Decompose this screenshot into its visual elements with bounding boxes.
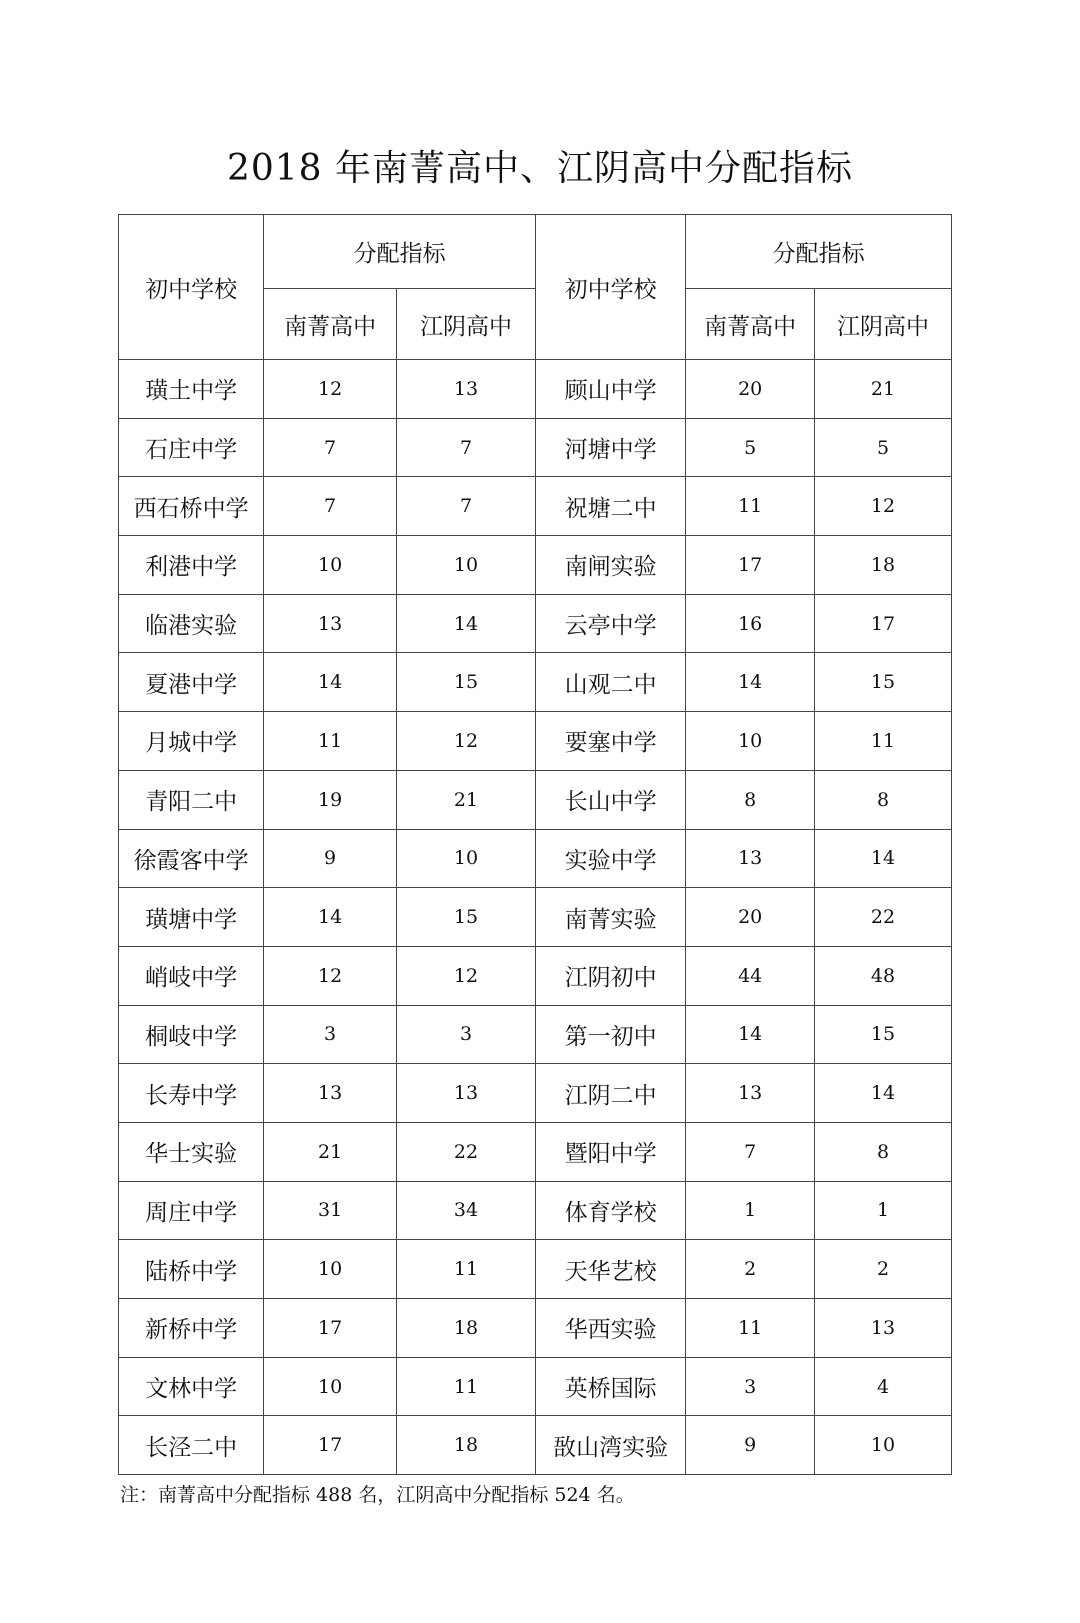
jiangyin-quota-cell: 18 (815, 536, 952, 595)
table-row (119, 1064, 952, 1123)
jiangyin-quota-cell: 12 (396, 946, 535, 1005)
school-cell: 祝塘二中 (535, 477, 685, 536)
jiangyin-quota-cell: 13 (396, 360, 535, 419)
school-cell: 敔山湾实验 (535, 1416, 685, 1475)
nanjing-quota-cell: 10 (686, 712, 815, 771)
school-cell: 华士实验 (119, 1122, 264, 1181)
school-cell: 南闸实验 (535, 536, 685, 595)
header-row-1 (119, 215, 952, 289)
table-row (119, 1299, 952, 1358)
nanjing-quota-cell: 14 (264, 653, 397, 712)
school-cell: 徐霞客中学 (119, 829, 264, 888)
nanjing-quota-cell: 9 (686, 1416, 815, 1475)
jiangyin-quota-cell: 22 (815, 888, 952, 947)
nanjing-quota-cell: 8 (686, 770, 815, 829)
nanjing-quota-cell: 14 (686, 653, 815, 712)
nanjing-quota-cell: 1 (686, 1181, 815, 1240)
jiangyin-quota-cell: 11 (396, 1357, 535, 1416)
header-quota-right: 分配指标 (686, 215, 952, 289)
jiangyin-quota-cell: 11 (396, 1240, 535, 1299)
table-row (119, 477, 952, 536)
table-row (119, 829, 952, 888)
jiangyin-quota-cell: 17 (815, 594, 952, 653)
table-row (119, 888, 952, 947)
jiangyin-quota-cell: 22 (396, 1122, 535, 1181)
table-row (119, 1357, 952, 1416)
jiangyin-quota-cell: 18 (396, 1416, 535, 1475)
school-cell: 临港实验 (119, 594, 264, 653)
nanjing-quota-cell: 19 (264, 770, 397, 829)
table-row (119, 1181, 952, 1240)
school-cell: 河塘中学 (535, 418, 685, 477)
nanjing-quota-cell: 7 (264, 418, 397, 477)
header-jiangyin-right: 江阴高中 (815, 289, 952, 360)
table-row (119, 770, 952, 829)
header-school-right: 初中学校 (535, 215, 685, 360)
nanjing-quota-cell: 10 (264, 1240, 397, 1299)
jiangyin-quota-cell: 48 (815, 946, 952, 1005)
jiangyin-quota-cell: 13 (396, 1064, 535, 1123)
jiangyin-quota-cell: 7 (396, 418, 535, 477)
school-cell: 利港中学 (119, 536, 264, 595)
header-nanjing-right: 南菁高中 (686, 289, 815, 360)
jiangyin-quota-cell: 5 (815, 418, 952, 477)
school-cell: 第一初中 (535, 1005, 685, 1064)
school-cell: 峭岐中学 (119, 946, 264, 1005)
school-cell: 英桥国际 (535, 1357, 685, 1416)
nanjing-quota-cell: 10 (264, 536, 397, 595)
jiangyin-quota-cell: 21 (815, 360, 952, 419)
table-row (119, 594, 952, 653)
school-cell: 江阴初中 (535, 946, 685, 1005)
table-row (119, 536, 952, 595)
school-cell: 夏港中学 (119, 653, 264, 712)
school-cell: 西石桥中学 (119, 477, 264, 536)
jiangyin-quota-cell: 7 (396, 477, 535, 536)
nanjing-quota-cell: 11 (264, 712, 397, 771)
nanjing-quota-cell: 9 (264, 829, 397, 888)
jiangyin-quota-cell: 15 (815, 1005, 952, 1064)
nanjing-quota-cell: 20 (686, 360, 815, 419)
jiangyin-quota-cell: 15 (396, 888, 535, 947)
nanjing-quota-cell: 17 (686, 536, 815, 595)
school-cell: 山观二中 (535, 653, 685, 712)
nanjing-quota-cell: 12 (264, 360, 397, 419)
nanjing-quota-cell: 13 (264, 1064, 397, 1123)
jiangyin-quota-cell: 10 (815, 1416, 952, 1475)
jiangyin-quota-cell: 34 (396, 1181, 535, 1240)
school-cell: 青阳二中 (119, 770, 264, 829)
school-cell: 云亭中学 (535, 594, 685, 653)
table-row (119, 1122, 952, 1181)
nanjing-quota-cell: 16 (686, 594, 815, 653)
school-cell: 新桥中学 (119, 1299, 264, 1358)
nanjing-quota-cell: 5 (686, 418, 815, 477)
school-cell: 长山中学 (535, 770, 685, 829)
jiangyin-quota-cell: 3 (396, 1005, 535, 1064)
table-row (119, 653, 952, 712)
jiangyin-quota-cell: 14 (815, 1064, 952, 1123)
header-quota-left: 分配指标 (264, 215, 536, 289)
nanjing-quota-cell: 14 (686, 1005, 815, 1064)
school-cell: 石庄中学 (119, 418, 264, 477)
school-cell: 璜土中学 (119, 360, 264, 419)
jiangyin-quota-cell: 10 (396, 829, 535, 888)
school-cell: 陆桥中学 (119, 1240, 264, 1299)
school-cell: 华西实验 (535, 1299, 685, 1358)
jiangyin-quota-cell: 12 (396, 712, 535, 771)
school-cell: 南菁实验 (535, 888, 685, 947)
table-row (119, 1416, 952, 1475)
jiangyin-quota-cell: 18 (396, 1299, 535, 1358)
school-cell: 实验中学 (535, 829, 685, 888)
school-cell: 文林中学 (119, 1357, 264, 1416)
nanjing-quota-cell: 2 (686, 1240, 815, 1299)
nanjing-quota-cell: 11 (686, 477, 815, 536)
jiangyin-quota-cell: 14 (815, 829, 952, 888)
jiangyin-quota-cell: 4 (815, 1357, 952, 1416)
nanjing-quota-cell: 14 (264, 888, 397, 947)
header-nanjing-left: 南菁高中 (264, 289, 397, 360)
school-cell: 暨阳中学 (535, 1122, 685, 1181)
school-cell: 要塞中学 (535, 712, 685, 771)
jiangyin-quota-cell: 2 (815, 1240, 952, 1299)
jiangyin-quota-cell: 10 (396, 536, 535, 595)
jiangyin-quota-cell: 1 (815, 1181, 952, 1240)
school-cell: 桐岐中学 (119, 1005, 264, 1064)
table-row (119, 712, 952, 771)
page-title: 2018 年南菁高中、江阴高中分配指标 (226, 148, 854, 189)
jiangyin-quota-cell: 13 (815, 1299, 952, 1358)
school-cell: 月城中学 (119, 712, 264, 771)
nanjing-quota-cell: 21 (264, 1122, 397, 1181)
header-school-left: 初中学校 (119, 215, 264, 360)
school-cell: 天华艺校 (535, 1240, 685, 1299)
school-cell: 长泾二中 (119, 1416, 264, 1475)
nanjing-quota-cell: 31 (264, 1181, 397, 1240)
jiangyin-quota-cell: 21 (396, 770, 535, 829)
jiangyin-quota-cell: 8 (815, 1122, 952, 1181)
school-cell: 江阴二中 (535, 1064, 685, 1123)
nanjing-quota-cell: 13 (264, 594, 397, 653)
nanjing-quota-cell: 13 (686, 829, 815, 888)
nanjing-quota-cell: 13 (686, 1064, 815, 1123)
school-cell: 长寿中学 (119, 1064, 264, 1123)
quota-table (118, 214, 952, 1475)
table-row (119, 946, 952, 1005)
school-cell: 顾山中学 (535, 360, 685, 419)
jiangyin-quota-cell: 14 (396, 594, 535, 653)
school-cell: 璜塘中学 (119, 888, 264, 947)
table-row (119, 360, 952, 419)
nanjing-quota-cell: 3 (686, 1357, 815, 1416)
table-row (119, 1240, 952, 1299)
nanjing-quota-cell: 10 (264, 1357, 397, 1416)
nanjing-quota-cell: 11 (686, 1299, 815, 1358)
table-body (119, 360, 952, 1475)
footnote: 注：南菁高中分配指标 488 名，江阴高中分配指标 524 名。 (120, 1484, 635, 1506)
nanjing-quota-cell: 7 (686, 1122, 815, 1181)
nanjing-quota-cell: 20 (686, 888, 815, 947)
jiangyin-quota-cell: 12 (815, 477, 952, 536)
table-row (119, 1005, 952, 1064)
nanjing-quota-cell: 17 (264, 1416, 397, 1475)
jiangyin-quota-cell: 11 (815, 712, 952, 771)
header-jiangyin-left: 江阴高中 (396, 289, 535, 360)
school-cell: 体育学校 (535, 1181, 685, 1240)
table-row (119, 418, 952, 477)
nanjing-quota-cell: 17 (264, 1299, 397, 1358)
nanjing-quota-cell: 12 (264, 946, 397, 1005)
nanjing-quota-cell: 3 (264, 1005, 397, 1064)
jiangyin-quota-cell: 15 (396, 653, 535, 712)
nanjing-quota-cell: 44 (686, 946, 815, 1005)
nanjing-quota-cell: 7 (264, 477, 397, 536)
jiangyin-quota-cell: 15 (815, 653, 952, 712)
jiangyin-quota-cell: 8 (815, 770, 952, 829)
school-cell: 周庄中学 (119, 1181, 264, 1240)
